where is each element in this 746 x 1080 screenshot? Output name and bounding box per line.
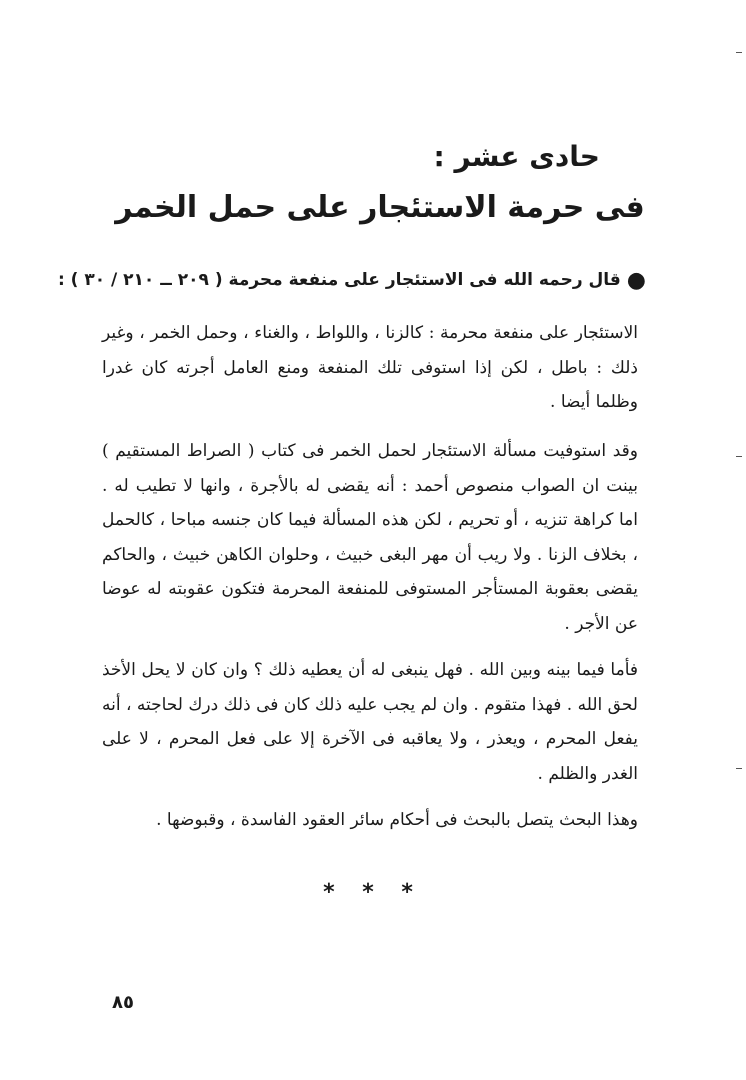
section-heading — [57, 268, 646, 293]
chapter-title: فى حرمة الاستئجار على حمل الخمر — [115, 190, 645, 225]
paragraph: وقد استوفيت مسألة الاستئجار لحمل الخمر فى كتاب ( الصراط المستقيم ) بينت ان الصواب منصوص أحمد : أنه يقضى له بالأجرة ، وانها لا تطيب له . اما كراهة تنزيه ، أو تحريم ، لكن هذه المسألة فيما كان جنسه مباحا ، كالحمل ، بخلاف الزنا . ولا ريب أن مهر البغى خبيث ، وحلوان الكاهن خبيث ، والحاكم يقضى بعقوبة المستأجر المستوفى للمنفعة المحرمة فتكون عقوبته له عوضا عن الأجر . — [102, 441, 638, 634]
paragraph: وهذا البحث يتصل بالبحث فى أحكام سائر العقود الفاسدة ، وقبوضها . — [156, 810, 638, 830]
margin-mark — [736, 456, 742, 457]
paragraph: الاستئجار على منفعة محرمة : كالزنا ، واللواط ، والغناء ، وحمل الخمر ، وغير ذلك : باطل ، لكن إذا استوفى تلك المنفعة ومنع العامل أجرته كان غدرا وظلما أيضا . — [102, 323, 638, 412]
paragraph: فأما فيما بينه وبين الله . فهل ينبغى له أن يعطيه ذلك ؟ وان كان لا يحل الأخذ لحق الله . فهذا متقوم . وان لم يجب عليه ذلك كان فى ذلك درك لحاجته ، أنه يفعل المحرم ، ويعذر ، ولا يعاقبه فى الآخرة إلا على فعل المحرم ، لا على الغدر والظلم . — [102, 660, 638, 784]
margin-mark — [736, 768, 742, 769]
section-heading-text: قال رحمه الله فى الاستئجار على منفعة محرمة ( ٢٠٩ ــ ٢١٠ / ٣٠ ) : — [57, 270, 621, 290]
bullet-icon: ● — [626, 268, 646, 293]
chapter-number: حادى عشر : — [433, 140, 600, 173]
margin-mark — [736, 52, 742, 53]
page-number: ٨٥ — [112, 992, 134, 1013]
section-separator: * * * — [323, 880, 423, 905]
